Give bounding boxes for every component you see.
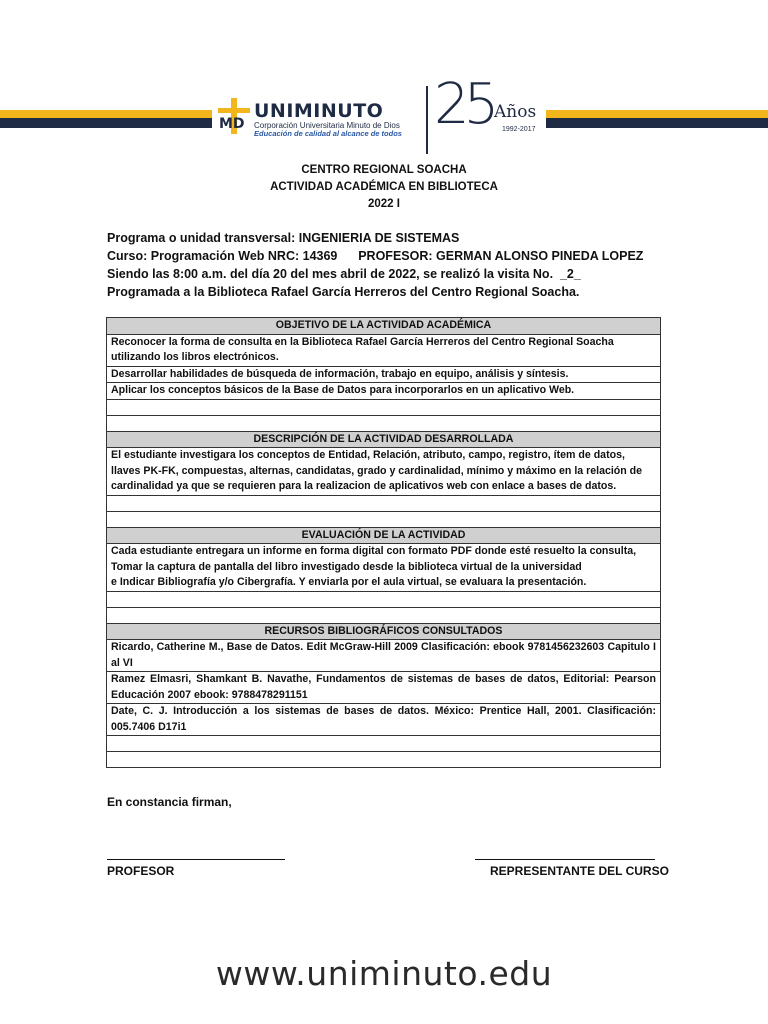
empty-row bbox=[107, 415, 661, 431]
empty-row bbox=[107, 752, 661, 768]
description-cell bbox=[107, 448, 661, 496]
objective-row: Desarrollar habilidades de búsqueda de información, trabajo en equipo, análisis y síntesis. bbox=[107, 366, 661, 383]
professor-label: PROFESOR bbox=[107, 864, 175, 878]
info-course: Curso: Programación Web NRC: 14369 PROFESOR: GERMAN ALONSO PINEDA LOPEZ bbox=[107, 249, 644, 263]
objective-row: Reconocer la forma de consulta en la Biblioteca Rafael García Herreros del Centro Regional Soacha utilizando los libros electrónicos. bbox=[107, 334, 661, 366]
resources-header: RECURSOS BIBLIOGRÁFICOS CONSULTADOS bbox=[107, 623, 661, 640]
representative-label: REPRESENTANTE DEL CURSO bbox=[490, 864, 669, 878]
activity-table bbox=[106, 317, 661, 768]
evaluation-cell bbox=[107, 544, 661, 592]
evaluation-header: EVALUACIÓN DE LA ACTIVIDAD bbox=[107, 527, 661, 544]
description-header: DESCRIPCIÓN DE LA ACTIVIDAD DESARROLLADA bbox=[107, 431, 661, 448]
empty-row bbox=[107, 495, 661, 511]
representative-signature-line bbox=[475, 859, 655, 860]
description-line: llaves PK-FK, compuestas, alternas, candidatas, grado y cardinalidad, mínimo y máximo en la relación de bbox=[111, 464, 643, 477]
empty-row bbox=[107, 736, 661, 752]
info-visit: Siendo las 8:00 a.m. del día 20 del mes abril de 2022, se realizó la visita No. _2_ bbox=[107, 267, 581, 281]
anniversary-number: 25 bbox=[434, 72, 494, 137]
title-activity: ACTIVIDAD ACADÉMICA EN BIBLIOTECA bbox=[270, 181, 498, 193]
empty-row bbox=[107, 607, 661, 623]
svg-text:MD: MD bbox=[219, 116, 245, 132]
title-period: 2022 I bbox=[368, 198, 400, 210]
header-bar-right bbox=[546, 110, 768, 128]
title-center: CENTRO REGIONAL SOACHA bbox=[301, 164, 467, 176]
info-location: Programada a la Biblioteca Rafael García Herreros del Centro Regional Soacha. bbox=[107, 285, 580, 299]
description-line: El estudiante investigara los conceptos de Entidad, Relación, atributo, campo, registro, ítem de datos, bbox=[111, 449, 625, 461]
empty-row bbox=[107, 511, 661, 527]
anniversary-logo bbox=[434, 72, 546, 144]
resource-row: Date, C. J. Introducción a los sistemas de bases de datos. México: Prentice Hall, 2001. Clasificación: 005.7406 D17i1 bbox=[107, 704, 661, 736]
logo-name: UNIMINUTO bbox=[254, 100, 384, 122]
md-cross-icon bbox=[216, 98, 252, 134]
objective-row: Aplicar los conceptos básicos de la Base de Datos para incorporarlos en un aplicativo Web. bbox=[107, 383, 661, 400]
objective-header: OBJETIVO DE LA ACTIVIDAD ACADÉMICA bbox=[107, 318, 661, 335]
uniminuto-logo bbox=[216, 92, 416, 138]
signature-intro: En constancia firman, bbox=[107, 795, 232, 809]
logo-subtitle: Corporación Universitaria Minuto de Dios bbox=[254, 121, 400, 130]
header-divider bbox=[426, 86, 428, 154]
logo-tagline: Educación de calidad al alcance de todos bbox=[254, 129, 402, 138]
header-bar-left bbox=[0, 110, 212, 128]
anniversary-word: Años bbox=[494, 102, 537, 122]
evaluation-line: Tomar la captura de pantalla del libro investigado desde la biblioteca virtual de la universidad bbox=[111, 560, 582, 573]
evaluation-line: Cada estudiante entregara un informe en forma digital con formato PDF donde esté resuelto la consulta, bbox=[111, 545, 637, 557]
empty-row bbox=[107, 399, 661, 415]
resource-row: Ramez Elmasri, Shamkant B. Navathe, Fundamentos de sistemas de bases de datos, Editorial: Pearson Educación 2007 ebook: 9788478291151 bbox=[107, 672, 661, 704]
evaluation-line: e Indicar Bibliografía y/o Cibergrafía. Y enviarla por el aula virtual, se evaluara la presentación. bbox=[111, 576, 587, 588]
anniversary-years: 1992-2017 bbox=[502, 126, 536, 133]
empty-row bbox=[107, 591, 661, 607]
description-line: cardinalidad ya que se requieren para la realizacion de aplicativos web con enlace a bases de datos. bbox=[111, 480, 617, 492]
footer-website: www.uniminuto.edu bbox=[215, 954, 553, 993]
professor-signature-line bbox=[107, 859, 285, 860]
resource-row: Ricardo, Catherine M., Base de Datos. Edit McGraw-Hill 2009 Clasificación: ebook 9781456232603 Capitulo I al VI bbox=[107, 640, 661, 672]
info-program: Programa o unidad transversal: INGENIERIA DE SISTEMAS bbox=[107, 231, 460, 245]
